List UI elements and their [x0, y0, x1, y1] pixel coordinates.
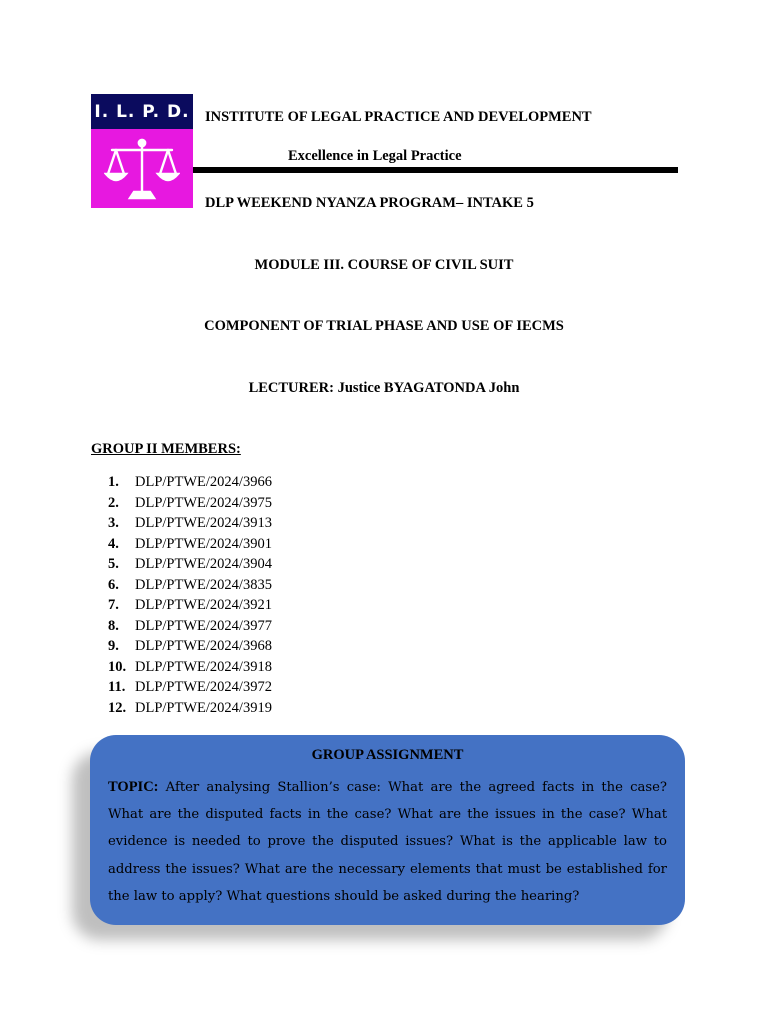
scales-of-justice-icon	[104, 134, 180, 204]
list-item	[108, 575, 272, 596]
list-item	[108, 636, 272, 657]
list-number: 5.	[108, 556, 119, 572]
member-id: DLP/PTWE/2024/3919	[135, 699, 272, 716]
list-item	[108, 513, 272, 534]
list-number: 4.	[108, 535, 119, 552]
member-id: DLP/PTWE/2024/3904	[135, 556, 272, 572]
assignment-title: GROUP ASSIGNMENT	[311, 747, 464, 763]
member-id: DLP/PTWE/2024/3901	[135, 535, 272, 552]
member-id: DLP/PTWE/2024/3921	[135, 597, 272, 613]
list-number: 2.	[108, 494, 119, 511]
member-id: DLP/PTWE/2024/3968	[135, 638, 272, 654]
member-id: DLP/PTWE/2024/3918	[135, 658, 272, 675]
logo-text: I. L. P. D.	[91, 94, 193, 129]
logo-emblem	[91, 129, 193, 208]
component-title: COMPONENT OF TRIAL PHASE AND USE OF IECMS	[204, 318, 564, 334]
institute-name: INSTITUTE OF LEGAL PRACTICE AND DEVELOPMENT	[205, 109, 592, 125]
module-title: MODULE III. COURSE OF CIVIL SUIT	[254, 257, 514, 273]
list-number: 6.	[108, 576, 119, 593]
assignment-box	[90, 735, 685, 925]
member-list	[108, 472, 272, 718]
list-number: 7.	[108, 597, 119, 613]
program-title: DLP WEEKEND NYANZA PROGRAM– INTAKE 5	[205, 195, 534, 211]
member-id: DLP/PTWE/2024/3972	[135, 679, 272, 695]
lecturer-line: LECTURER: Justice BYAGATONDA John	[248, 380, 520, 396]
institute-motto: Excellence in Legal Practice	[288, 148, 462, 164]
ilpd-logo	[91, 94, 193, 208]
topic-label: TOPIC:	[108, 779, 159, 795]
group-heading: GROUP II MEMBERS:	[91, 441, 241, 457]
list-item	[108, 677, 272, 698]
list-number: 8.	[108, 617, 119, 634]
list-number: 12.	[108, 699, 127, 716]
member-id: DLP/PTWE/2024/3835	[135, 576, 272, 593]
member-id: DLP/PTWE/2024/3975	[135, 494, 272, 511]
list-item	[108, 657, 272, 678]
list-item	[108, 554, 272, 575]
list-number: 11.	[108, 679, 126, 695]
member-id: DLP/PTWE/2024/3977	[135, 617, 272, 634]
list-item	[108, 534, 272, 555]
header-divider	[193, 167, 678, 173]
list-item	[108, 493, 272, 514]
list-item	[108, 698, 272, 719]
list-number: 10.	[108, 658, 127, 675]
member-id: DLP/PTWE/2024/3966	[135, 474, 272, 490]
list-item	[108, 595, 272, 616]
member-id: DLP/PTWE/2024/3913	[135, 515, 272, 531]
list-number: 1.	[108, 474, 119, 490]
assignment-topic	[108, 774, 667, 910]
list-item	[108, 472, 272, 493]
list-number: 9.	[108, 638, 119, 654]
topic-text: After analysing Stallion’s case: What are the agreed facts in the case? What are the disputed facts in the case? What are the issues in the case? What evidence is needed to prove the disputed issues? What is the applicable law to address the issues? What are the necessary elements that must be established for the law to apply? What questions should be asked during the hearing?	[108, 780, 667, 904]
list-number: 3.	[108, 515, 119, 531]
list-item	[108, 616, 272, 637]
